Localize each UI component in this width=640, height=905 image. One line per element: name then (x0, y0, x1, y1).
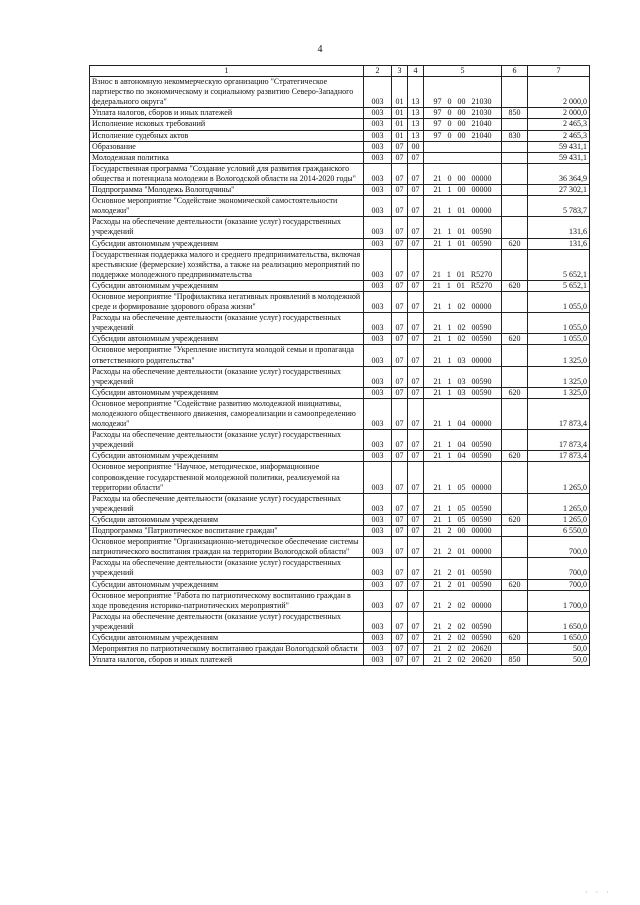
row-cell-c6: 620 (502, 579, 528, 590)
row-cell-c6 (502, 249, 528, 280)
row-cell-c4: 07 (408, 217, 424, 238)
row-cell-c7: 36 364,9 (528, 163, 590, 184)
row-cell-c4: 00 (408, 141, 424, 152)
table-row (90, 238, 590, 249)
row-cell-c3: 01 (392, 130, 408, 141)
row-name-cell: Молодежная политика (90, 152, 364, 163)
row-name-cell: Основное мероприятие "Укрепление института молодой семьи и пропаганда ответственного родительства" (90, 345, 364, 366)
table-row (90, 345, 590, 366)
row-cell-c3: 07 (392, 345, 408, 366)
row-cell-c4: 13 (408, 77, 424, 108)
row-cell-c3: 07 (392, 493, 408, 514)
row-cell-c4: 07 (408, 451, 424, 462)
row-cell-c5: 21 2 02 00000 (424, 590, 502, 611)
table-row (90, 514, 590, 525)
row-name-cell: Расходы на обеспечение деятельности (оказание услуг) государственных учреждений (90, 217, 364, 238)
row-cell-c3: 07 (392, 366, 408, 387)
table-row (90, 196, 590, 217)
table-row (90, 590, 590, 611)
row-cell-c3: 01 (392, 119, 408, 130)
row-name-cell: Образование (90, 141, 364, 152)
row-cell-c7: 5 652,1 (528, 249, 590, 280)
table-row (90, 366, 590, 387)
row-cell-c6 (502, 366, 528, 387)
table-row (90, 632, 590, 643)
row-cell-c5: 97 0 00 21030 (424, 77, 502, 108)
table-row (90, 141, 590, 152)
row-cell-c7: 17 873,4 (528, 451, 590, 462)
row-cell-c3: 07 (392, 313, 408, 334)
row-cell-c2: 003 (364, 345, 392, 366)
table-row (90, 611, 590, 632)
row-cell-c2: 003 (364, 141, 392, 152)
row-cell-c5: 21 1 04 00590 (424, 430, 502, 451)
row-name-cell: Субсидии автономным учреждениям (90, 238, 364, 249)
row-name-cell: Расходы на обеспечение деятельности (оказание услуг) государственных учреждений (90, 430, 364, 451)
row-cell-c7: 1 055,0 (528, 313, 590, 334)
column-header: 6 (502, 66, 528, 77)
row-cell-c5 (424, 152, 502, 163)
row-name-cell: Субсидии автономным учреждениям (90, 579, 364, 590)
row-cell-c5: 21 1 05 00590 (424, 493, 502, 514)
row-cell-c7: 1 325,0 (528, 345, 590, 366)
row-cell-c6 (502, 291, 528, 312)
row-cell-c2: 003 (364, 632, 392, 643)
row-cell-c4: 07 (408, 537, 424, 558)
row-cell-c7: 1 055,0 (528, 334, 590, 345)
row-cell-c7: 700,0 (528, 537, 590, 558)
row-cell-c6 (502, 185, 528, 196)
column-header: 4 (408, 66, 424, 77)
row-cell-c7: 700,0 (528, 579, 590, 590)
row-cell-c3: 07 (392, 387, 408, 398)
row-cell-c7: 700,0 (528, 558, 590, 579)
column-header: 5 (424, 66, 502, 77)
table-row (90, 644, 590, 655)
row-cell-c5: 21 1 01 00590 (424, 217, 502, 238)
table-row (90, 655, 590, 666)
table-row (90, 217, 590, 238)
row-name-cell: Основное мероприятие "Организационно-методическое обеспечение системы патриотического воспитания граждан на территории Вологодской области" (90, 537, 364, 558)
row-cell-c7: 6 550,0 (528, 526, 590, 537)
row-cell-c3: 07 (392, 451, 408, 462)
row-cell-c7: 59 431,1 (528, 141, 590, 152)
row-cell-c4: 07 (408, 238, 424, 249)
row-cell-c2: 003 (364, 579, 392, 590)
row-name-cell: Основное мероприятие "Содействие развитию молодежной инициативы, молодежного общественного движения, самореализации и самоопределению молодежи" (90, 398, 364, 429)
row-cell-c7: 1 325,0 (528, 387, 590, 398)
row-cell-c2: 003 (364, 280, 392, 291)
row-cell-c4: 07 (408, 291, 424, 312)
row-cell-c3: 07 (392, 280, 408, 291)
row-name-cell: Основное мероприятие "Научное, методическое, информационное сопровождение государственной молодежной политики, реализуемой на территории области" (90, 462, 364, 493)
row-cell-c6 (502, 430, 528, 451)
row-cell-c6 (502, 558, 528, 579)
row-name-cell: Уплата налогов, сборов и иных платежей (90, 655, 364, 666)
row-cell-c2: 003 (364, 119, 392, 130)
row-cell-c6 (502, 119, 528, 130)
table-row (90, 398, 590, 429)
row-cell-c5: 21 1 03 00590 (424, 387, 502, 398)
row-cell-c6: 850 (502, 108, 528, 119)
row-cell-c2: 003 (364, 163, 392, 184)
row-cell-c5: 21 1 04 00590 (424, 451, 502, 462)
row-cell-c7: 27 302,1 (528, 185, 590, 196)
budget-table (89, 65, 590, 666)
row-cell-c5: 21 2 02 00590 (424, 632, 502, 643)
row-cell-c3: 07 (392, 141, 408, 152)
row-cell-c4: 07 (408, 632, 424, 643)
row-cell-c3: 07 (392, 152, 408, 163)
row-cell-c4: 13 (408, 108, 424, 119)
row-cell-c2: 003 (364, 451, 392, 462)
row-cell-c2: 003 (364, 217, 392, 238)
row-cell-c7: 2 000,0 (528, 108, 590, 119)
row-name-cell: Государственная программа "Создание условий для развития гражданского общества и потенциала молодежи в Вологодской области на 2014-2020 годы" (90, 163, 364, 184)
row-cell-c4: 07 (408, 280, 424, 291)
row-cell-c4: 07 (408, 514, 424, 525)
row-cell-c6: 620 (502, 334, 528, 345)
row-cell-c2: 003 (364, 462, 392, 493)
row-cell-c2: 003 (364, 537, 392, 558)
row-cell-c5: 21 1 01 R5270 (424, 249, 502, 280)
row-cell-c4: 07 (408, 152, 424, 163)
row-cell-c3: 07 (392, 590, 408, 611)
row-cell-c6 (502, 77, 528, 108)
row-cell-c3: 07 (392, 537, 408, 558)
row-cell-c6 (502, 526, 528, 537)
row-cell-c4: 07 (408, 334, 424, 345)
row-cell-c6: 620 (502, 632, 528, 643)
row-cell-c2: 003 (364, 152, 392, 163)
row-cell-c2: 003 (364, 249, 392, 280)
row-cell-c4: 07 (408, 579, 424, 590)
row-cell-c2: 003 (364, 430, 392, 451)
row-cell-c2: 003 (364, 313, 392, 334)
row-cell-c7: 2 465,3 (528, 130, 590, 141)
row-cell-c2: 003 (364, 644, 392, 655)
row-cell-c6: 620 (502, 451, 528, 462)
row-cell-c6 (502, 644, 528, 655)
row-cell-c5: 97 0 00 21040 (424, 119, 502, 130)
row-cell-c4: 07 (408, 655, 424, 666)
row-cell-c5: 21 1 00 00000 (424, 185, 502, 196)
row-cell-c3: 07 (392, 644, 408, 655)
table-row (90, 291, 590, 312)
row-cell-c6: 620 (502, 280, 528, 291)
row-cell-c7: 1 700,0 (528, 590, 590, 611)
table-row (90, 152, 590, 163)
row-cell-c5: 21 1 04 00000 (424, 398, 502, 429)
row-cell-c2: 003 (364, 655, 392, 666)
row-cell-c3: 07 (392, 249, 408, 280)
table-row (90, 280, 590, 291)
column-header: 1 (90, 66, 364, 77)
row-cell-c6 (502, 217, 528, 238)
table-row (90, 462, 590, 493)
row-cell-c6 (502, 537, 528, 558)
table-row (90, 77, 590, 108)
row-cell-c2: 003 (364, 387, 392, 398)
row-cell-c5: 21 2 02 20620 (424, 655, 502, 666)
row-cell-c3: 07 (392, 196, 408, 217)
row-cell-c7: 59 431,1 (528, 152, 590, 163)
row-cell-c6 (502, 462, 528, 493)
row-cell-c6 (502, 196, 528, 217)
row-cell-c5: 97 0 00 21030 (424, 108, 502, 119)
row-cell-c2: 003 (364, 514, 392, 525)
row-cell-c7: 131,6 (528, 217, 590, 238)
row-name-cell: Подпрограмма "Молодежь Вологодчины" (90, 185, 364, 196)
row-cell-c3: 07 (392, 611, 408, 632)
page-number: 4 (317, 44, 323, 55)
row-name-cell: Расходы на обеспечение деятельности (оказание услуг) государственных учреждений (90, 611, 364, 632)
row-cell-c3: 07 (392, 526, 408, 537)
row-cell-c3: 07 (392, 217, 408, 238)
row-cell-c3: 07 (392, 632, 408, 643)
row-cell-c6: 850 (502, 655, 528, 666)
row-cell-c7: 2 000,0 (528, 77, 590, 108)
row-cell-c7: 1 650,0 (528, 632, 590, 643)
row-cell-c2: 003 (364, 366, 392, 387)
row-name-cell: Субсидии автономным учреждениям (90, 451, 364, 462)
row-cell-c5: 21 1 02 00590 (424, 313, 502, 334)
row-cell-c4: 07 (408, 163, 424, 184)
row-cell-c2: 003 (364, 558, 392, 579)
row-cell-c4: 07 (408, 558, 424, 579)
row-cell-c6 (502, 590, 528, 611)
row-cell-c4: 07 (408, 526, 424, 537)
row-cell-c2: 003 (364, 493, 392, 514)
row-cell-c5: 21 2 02 20620 (424, 644, 502, 655)
row-cell-c7: 5 783,7 (528, 196, 590, 217)
row-name-cell: Мероприятия по патриотическому воспитанию граждан Вологодской области (90, 644, 364, 655)
table-row (90, 334, 590, 345)
table-row (90, 119, 590, 130)
row-cell-c7: 131,6 (528, 238, 590, 249)
row-cell-c7: 50,0 (528, 644, 590, 655)
row-cell-c5: 21 1 05 00590 (424, 514, 502, 525)
row-cell-c2: 003 (364, 526, 392, 537)
row-name-cell: Субсидии автономным учреждениям (90, 514, 364, 525)
row-cell-c3: 07 (392, 163, 408, 184)
table-row (90, 537, 590, 558)
table-row (90, 130, 590, 141)
table-row (90, 558, 590, 579)
row-cell-c4: 07 (408, 345, 424, 366)
row-cell-c4: 07 (408, 366, 424, 387)
row-cell-c2: 003 (364, 398, 392, 429)
row-cell-c5: 21 1 01 00590 (424, 238, 502, 249)
row-cell-c4: 07 (408, 196, 424, 217)
row-cell-c7: 2 465,3 (528, 119, 590, 130)
row-cell-c5: 21 2 01 00590 (424, 558, 502, 579)
row-cell-c6: 620 (502, 514, 528, 525)
row-cell-c3: 01 (392, 108, 408, 119)
row-name-cell: Основное мероприятие "Профилактика негативных проявлений в молодежной среде и формирование здорового образа жизни" (90, 291, 364, 312)
row-cell-c5: 21 1 03 00000 (424, 345, 502, 366)
row-cell-c6 (502, 398, 528, 429)
row-name-cell: Подпрограмма "Патриотическое воспитание граждан" (90, 526, 364, 537)
row-cell-c4: 07 (408, 249, 424, 280)
row-cell-c4: 07 (408, 313, 424, 334)
row-cell-c4: 13 (408, 130, 424, 141)
row-cell-c5: 21 1 02 00590 (424, 334, 502, 345)
row-cell-c2: 003 (364, 590, 392, 611)
row-cell-c2: 003 (364, 77, 392, 108)
row-cell-c6 (502, 152, 528, 163)
row-cell-c2: 003 (364, 334, 392, 345)
row-cell-c2: 003 (364, 130, 392, 141)
row-cell-c6 (502, 141, 528, 152)
row-cell-c3: 07 (392, 185, 408, 196)
row-cell-c3: 07 (392, 462, 408, 493)
row-name-cell: Субсидии автономным учреждениям (90, 334, 364, 345)
row-cell-c2: 003 (364, 611, 392, 632)
row-name-cell: Субсидии автономным учреждениям (90, 387, 364, 398)
row-cell-c6: 830 (502, 130, 528, 141)
row-cell-c3: 07 (392, 334, 408, 345)
row-cell-c7: 50,0 (528, 655, 590, 666)
table-row (90, 493, 590, 514)
row-name-cell: Уплата налогов, сборов и иных платежей (90, 108, 364, 119)
row-cell-c3: 07 (392, 558, 408, 579)
row-cell-c2: 003 (364, 185, 392, 196)
row-name-cell: Расходы на обеспечение деятельности (оказание услуг) государственных учреждений (90, 493, 364, 514)
row-cell-c7: 17 873,4 (528, 398, 590, 429)
row-cell-c5: 21 2 01 00000 (424, 537, 502, 558)
row-cell-c3: 07 (392, 291, 408, 312)
table-row (90, 579, 590, 590)
row-cell-c7: 1 325,0 (528, 366, 590, 387)
row-cell-c3: 07 (392, 579, 408, 590)
row-cell-c5: 21 0 00 00000 (424, 163, 502, 184)
row-cell-c6: 620 (502, 238, 528, 249)
row-cell-c4: 07 (408, 493, 424, 514)
row-cell-c7: 1 265,0 (528, 514, 590, 525)
table-row (90, 313, 590, 334)
scan-artifact: · · · (585, 888, 612, 897)
row-cell-c7: 5 652,1 (528, 280, 590, 291)
table-row (90, 451, 590, 462)
row-cell-c3: 07 (392, 430, 408, 451)
row-cell-c5: 21 2 02 00590 (424, 611, 502, 632)
row-name-cell: Основное мероприятие "Работа по патриотическому воспитанию граждан в ходе проведения историко-патриотических мероприятий" (90, 590, 364, 611)
row-name-cell: Государственная поддержка малого и среднего предпринимательства, включая крестьянские (фермерские) хозяйства, а также на реализацию мероприятий по поддержке молодежного предпринимательства (90, 249, 364, 280)
table-row (90, 185, 590, 196)
row-cell-c4: 07 (408, 398, 424, 429)
row-cell-c5: 21 1 05 00000 (424, 462, 502, 493)
row-cell-c5: 21 1 01 R5270 (424, 280, 502, 291)
row-cell-c7: 1 055,0 (528, 291, 590, 312)
row-name-cell: Взнос в автономную некоммерческую организацию "Стратегическое партнерство по экономическому и социальному развитию Северо-Западного федерального округа" (90, 77, 364, 108)
row-cell-c2: 003 (364, 291, 392, 312)
table-row (90, 108, 590, 119)
row-cell-c4: 07 (408, 590, 424, 611)
row-cell-c3: 07 (392, 398, 408, 429)
column-header: 7 (528, 66, 590, 77)
row-cell-c4: 07 (408, 644, 424, 655)
row-cell-c5: 21 1 01 00000 (424, 196, 502, 217)
row-cell-c4: 07 (408, 387, 424, 398)
row-cell-c6 (502, 313, 528, 334)
row-cell-c3: 01 (392, 77, 408, 108)
row-cell-c6 (502, 611, 528, 632)
row-cell-c6: 620 (502, 387, 528, 398)
row-cell-c2: 003 (364, 108, 392, 119)
column-header: 2 (364, 66, 392, 77)
table-row (90, 387, 590, 398)
row-cell-c5: 21 1 02 00000 (424, 291, 502, 312)
row-cell-c4: 07 (408, 185, 424, 196)
row-name-cell: Субсидии автономным учреждениям (90, 632, 364, 643)
row-cell-c6 (502, 345, 528, 366)
row-cell-c4: 13 (408, 119, 424, 130)
column-header: 3 (392, 66, 408, 77)
row-name-cell: Субсидии автономным учреждениям (90, 280, 364, 291)
table-row (90, 526, 590, 537)
row-cell-c6 (502, 163, 528, 184)
row-name-cell: Расходы на обеспечение деятельности (оказание услуг) государственных учреждений (90, 313, 364, 334)
row-cell-c4: 07 (408, 611, 424, 632)
row-cell-c3: 07 (392, 238, 408, 249)
row-cell-c2: 003 (364, 196, 392, 217)
row-cell-c5: 97 0 00 21040 (424, 130, 502, 141)
row-name-cell: Расходы на обеспечение деятельности (оказание услуг) государственных учреждений (90, 558, 364, 579)
table-row (90, 163, 590, 184)
row-cell-c3: 07 (392, 514, 408, 525)
row-cell-c4: 07 (408, 462, 424, 493)
row-cell-c5: 21 2 01 00590 (424, 579, 502, 590)
row-cell-c6 (502, 493, 528, 514)
row-cell-c7: 1 265,0 (528, 462, 590, 493)
row-cell-c7: 1 265,0 (528, 493, 590, 514)
row-name-cell: Основное мероприятие "Содействие экономической самостоятельности молодежи" (90, 196, 364, 217)
row-cell-c3: 07 (392, 655, 408, 666)
row-cell-c7: 1 650,0 (528, 611, 590, 632)
row-cell-c5 (424, 141, 502, 152)
table-row (90, 249, 590, 280)
row-cell-c4: 07 (408, 430, 424, 451)
row-name-cell: Исполнение исковых требований (90, 119, 364, 130)
row-cell-c5: 21 2 00 00000 (424, 526, 502, 537)
row-name-cell: Расходы на обеспечение деятельности (оказание услуг) государственных учреждений (90, 366, 364, 387)
row-cell-c7: 17 873,4 (528, 430, 590, 451)
row-cell-c2: 003 (364, 238, 392, 249)
row-name-cell: Исполнение судебных актов (90, 130, 364, 141)
row-cell-c5: 21 1 03 00590 (424, 366, 502, 387)
table-header-row (90, 66, 590, 77)
table-row (90, 430, 590, 451)
